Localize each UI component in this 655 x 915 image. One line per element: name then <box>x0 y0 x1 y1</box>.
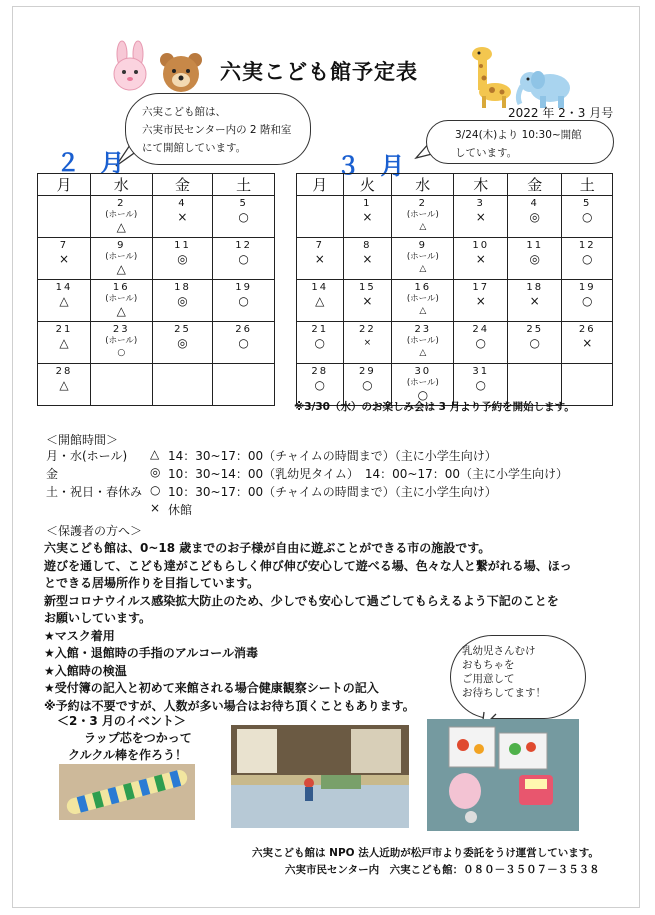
venue-note: (ホール) <box>105 294 138 304</box>
day-number: 23 <box>112 324 130 335</box>
day-number: 26 <box>235 324 253 335</box>
calendar-cell <box>90 196 152 238</box>
day-number: 18 <box>174 282 191 293</box>
calendar-cell <box>507 238 561 280</box>
calendar-cell <box>297 196 344 238</box>
day-number: 10 <box>472 240 490 251</box>
hours-mark: △ <box>150 447 160 461</box>
status-symbol: △ <box>59 336 69 350</box>
calendar-cell <box>38 196 91 238</box>
status-symbol: ○ <box>238 336 249 350</box>
calendar-cell <box>562 280 613 322</box>
day-number: 15 <box>358 282 376 293</box>
footer-line: 六実市民センター内 六実こども館：０８０－３５０７－３５３８ <box>285 864 600 876</box>
status-symbol: ○ <box>238 210 249 224</box>
calendar-cell <box>90 364 152 406</box>
weekday-header: 月 <box>297 174 344 196</box>
calendar-cell <box>454 280 507 322</box>
calendar-cell <box>507 196 561 238</box>
venue-note: (ホール) <box>406 210 439 220</box>
weekday-header: 木 <box>454 174 507 196</box>
day-number: 28 <box>55 366 73 377</box>
hours-time: 休館 <box>168 503 193 517</box>
calendar-cell <box>454 322 507 364</box>
status-symbol: ○ <box>581 294 593 308</box>
weekday-header: 土 <box>562 174 613 196</box>
day-number: 4 <box>178 198 187 209</box>
venue-note: (ホール) <box>406 336 439 346</box>
status-symbol: × <box>362 252 373 266</box>
status-symbol: △ <box>419 264 427 274</box>
month-label-feb: ２ 月 <box>56 149 131 177</box>
day-number: 25 <box>526 324 544 335</box>
status-symbol: ○ <box>238 294 249 308</box>
day-number: 9 <box>117 240 126 251</box>
status-symbol: △ <box>116 304 126 318</box>
day-number: 26 <box>578 324 596 335</box>
day-number: 5 <box>239 198 248 209</box>
day-number: 19 <box>235 282 253 293</box>
giraffe-icon <box>462 44 518 108</box>
march-notice-bubble <box>426 120 614 164</box>
calendar-cell <box>343 322 392 364</box>
calendar-cell <box>562 322 613 364</box>
status-symbol: △ <box>116 220 126 234</box>
calendar-cell <box>297 238 344 280</box>
status-symbol: × <box>529 294 540 308</box>
calendar-cell <box>38 280 91 322</box>
calendar-cell <box>392 196 454 238</box>
status-symbol: ○ <box>417 388 429 402</box>
calendar-cell <box>90 322 152 364</box>
weekday-header: 火 <box>343 174 392 196</box>
calendar-cell <box>213 280 275 322</box>
status-symbol: × <box>475 252 486 266</box>
hours-time: 14：30~17：00（チャイムの時間まで）（主に小学生向け） <box>168 449 497 463</box>
day-number: 30 <box>414 366 432 377</box>
status-symbol: × <box>475 210 486 224</box>
bubble-line: お待ちしてます！ <box>462 687 546 699</box>
calendar-cell <box>152 322 213 364</box>
event-line: クルクル棒を作ろう！ <box>68 748 188 762</box>
rabbit-icon <box>104 40 156 92</box>
day-number: 14 <box>55 282 73 293</box>
day-number: 16 <box>112 282 130 293</box>
hours-mark: ◎ <box>150 465 161 479</box>
status-symbol: ◎ <box>529 210 540 224</box>
weekday-header: 水 <box>392 174 454 196</box>
status-symbol: ○ <box>529 336 540 350</box>
hours-mark: ○ <box>150 483 161 497</box>
day-number: 2 <box>117 198 126 209</box>
calendar-cell <box>213 196 275 238</box>
guardians-line: ★入館・退館時の手指のアルコール消毒 <box>44 646 259 660</box>
calendar-cell <box>213 238 275 280</box>
calendar-cell <box>152 364 213 406</box>
day-number: 23 <box>414 324 432 335</box>
day-number: 12 <box>578 240 596 251</box>
bubble-line: 六実市民センター内の 2 階和室 <box>142 124 292 136</box>
day-number: 7 <box>59 240 69 251</box>
status-symbol: × <box>177 210 188 224</box>
status-symbol: × <box>363 338 372 348</box>
calendar-cell <box>152 280 213 322</box>
status-symbol: × <box>58 252 69 266</box>
guardians-line: お願いしています。 <box>44 611 152 625</box>
calendar-cell <box>90 238 152 280</box>
status-symbol: ○ <box>581 210 593 224</box>
infant-toys-bubble <box>450 635 586 719</box>
guardians-title: ＜保護者の方へ＞ <box>46 524 143 538</box>
hours-day: 金 <box>46 467 59 481</box>
calendar-cell <box>152 238 213 280</box>
status-symbol: × <box>362 294 373 308</box>
bubble-line: しています。 <box>455 147 518 159</box>
location-bubble <box>125 93 311 165</box>
day-number: 7 <box>315 240 324 251</box>
issue-label: 2022 年 2・3 月号 <box>508 106 614 120</box>
guardians-line: ★マスク着用 <box>44 628 115 643</box>
calendar-feb <box>37 173 275 406</box>
guardians-line: 六実こども館は、0~18 歳までのお子様が自由に遊ぶことができる市の施設です。 <box>44 541 491 555</box>
guardians-line: 遊びを通して、こども達がこどもらしく伸び伸び安心して遊べる場、色々な人と繋がれる場、ほっ <box>44 558 572 573</box>
calendar-cell <box>507 280 561 322</box>
status-symbol: ○ <box>238 252 249 266</box>
day-number: 14 <box>311 282 329 293</box>
page-title: 六実こども館予定表 <box>220 60 418 84</box>
calendar-cell <box>297 322 344 364</box>
status-symbol: △ <box>315 294 325 308</box>
calendar-cell <box>297 280 344 322</box>
status-symbol: ○ <box>475 336 486 350</box>
status-symbol: △ <box>59 294 69 308</box>
calendar-cell <box>152 196 213 238</box>
venue-note: (ホール) <box>406 294 439 304</box>
hours-title: ＜開館時間＞ <box>46 433 119 447</box>
calendar-cell <box>562 238 613 280</box>
toys-photo <box>427 719 579 831</box>
bear-icon <box>158 50 204 94</box>
day-number: 4 <box>530 198 539 209</box>
venue-note: (ホール) <box>105 252 138 262</box>
weekday-header: 金 <box>507 174 561 196</box>
venue-note: (ホール) <box>406 378 439 388</box>
hours-mark: × <box>150 501 161 515</box>
status-symbol: ◎ <box>177 294 188 308</box>
calendar-cell <box>507 322 561 364</box>
calendar-note: ※3/30（水）のお楽しみ会は 3 月より予約を開始します。 <box>294 401 575 413</box>
calendar-cell <box>392 322 454 364</box>
event-line: ラップ芯をつかって <box>84 731 192 745</box>
day-number: 17 <box>472 282 490 293</box>
weekday-header: 水 <box>90 174 152 196</box>
status-symbol: ◎ <box>177 252 188 266</box>
day-number: 24 <box>472 324 490 335</box>
tatami-room-photo <box>231 725 409 828</box>
day-number: 29 <box>358 366 376 377</box>
day-number: 1 <box>363 198 372 209</box>
calendar-cell <box>343 280 392 322</box>
guardians-line: ※予約は不要ですが、人数が多い場合はお待ち頂くこともあります。 <box>44 698 415 713</box>
calendar-mar <box>296 173 613 406</box>
calendar-cell <box>392 280 454 322</box>
status-symbol: △ <box>419 222 427 232</box>
craft-stick-photo <box>59 764 195 820</box>
weekday-header: 月 <box>38 174 91 196</box>
calendar-cell <box>392 238 454 280</box>
guardians-line: ★入館時の検温 <box>44 663 127 678</box>
status-symbol: ◎ <box>529 252 540 266</box>
calendar-cell <box>454 196 507 238</box>
day-number: 31 <box>472 366 490 377</box>
day-number: 9 <box>418 240 427 251</box>
hours-day: 土・祝日・春休み <box>46 485 143 499</box>
status-symbol: × <box>314 252 325 266</box>
day-number: 21 <box>55 324 73 335</box>
venue-note: (ホール) <box>406 252 439 262</box>
day-number: 19 <box>578 282 596 293</box>
hours-time: 10：30~14：00（乳幼児タイム） 14：00~17：00（主に小学生向け） <box>168 467 569 481</box>
calendar-cell <box>90 280 152 322</box>
bubble-line: おもちゃを <box>462 659 515 671</box>
status-symbol: ○ <box>475 378 486 392</box>
event-title: ＜2・3 月のイベント＞ <box>57 714 186 728</box>
hours-day: 月・水(ホール) <box>46 449 128 463</box>
calendar-cell <box>454 238 507 280</box>
bubble-line: にて開館しています。 <box>142 142 247 154</box>
status-symbol: × <box>362 210 373 224</box>
venue-note: (ホール) <box>105 336 138 346</box>
bubble-line: ご用意して <box>462 673 515 685</box>
bubble-line: 3/24(木)より 10:30~開館 <box>455 129 582 141</box>
day-number: 2 <box>418 198 427 209</box>
calendar-cell <box>343 196 392 238</box>
calendar-cell <box>343 238 392 280</box>
guardians-line: とできる居場所作りを目指しています。 <box>44 576 260 590</box>
day-number: 5 <box>583 198 592 209</box>
day-number: 21 <box>311 324 329 335</box>
hours-time: 10：30~17：00（チャイムの時間まで）（主に小学生向け） <box>168 485 497 499</box>
status-symbol: × <box>475 294 486 308</box>
day-number: 11 <box>174 240 191 251</box>
status-symbol: ○ <box>362 378 373 392</box>
calendar-cell <box>562 196 613 238</box>
bubble-line: 乳幼児さんむけ <box>462 645 536 657</box>
status-symbol: △ <box>419 348 427 358</box>
calendar-cell <box>38 238 91 280</box>
status-symbol: △ <box>419 306 427 316</box>
weekday-header: 金 <box>152 174 213 196</box>
status-symbol: △ <box>116 262 126 276</box>
status-symbol: ○ <box>117 348 126 358</box>
day-number: 16 <box>414 282 432 293</box>
month-label-mar: ３ 月 <box>336 152 411 180</box>
calendar-cell <box>38 364 91 406</box>
status-symbol: ○ <box>314 336 326 350</box>
weekday-header: 土 <box>213 174 275 196</box>
calendar-cell <box>38 322 91 364</box>
footer-line: 六実こども館は NPO 法人近助が松戸市より委託をうけ運営しています。 <box>252 847 599 859</box>
day-number: 25 <box>174 324 191 335</box>
day-number: 11 <box>526 240 544 251</box>
status-symbol: △ <box>59 378 69 392</box>
calendar-cell <box>213 322 275 364</box>
status-symbol: ○ <box>314 378 326 392</box>
status-symbol: × <box>582 336 593 350</box>
guardians-line: 新型コロナウイルス感染拡大防止のため、少しでも安心して過ごしてもらえるよう下記のことを <box>44 593 559 608</box>
day-number: 12 <box>235 240 253 251</box>
day-number: 3 <box>476 198 485 209</box>
day-number: 18 <box>526 282 544 293</box>
day-number: 8 <box>363 240 372 251</box>
calendar-cell <box>213 364 275 406</box>
status-symbol: ○ <box>581 252 593 266</box>
bubble-line: 六実こども館は、 <box>142 106 226 118</box>
venue-note: (ホール) <box>105 210 138 220</box>
day-number: 28 <box>311 366 329 377</box>
status-symbol: ◎ <box>177 336 188 350</box>
day-number: 22 <box>358 324 376 335</box>
guardians-line: ★受付簿の記入と初めて来館される場合健康観察シートの記入 <box>44 681 379 695</box>
